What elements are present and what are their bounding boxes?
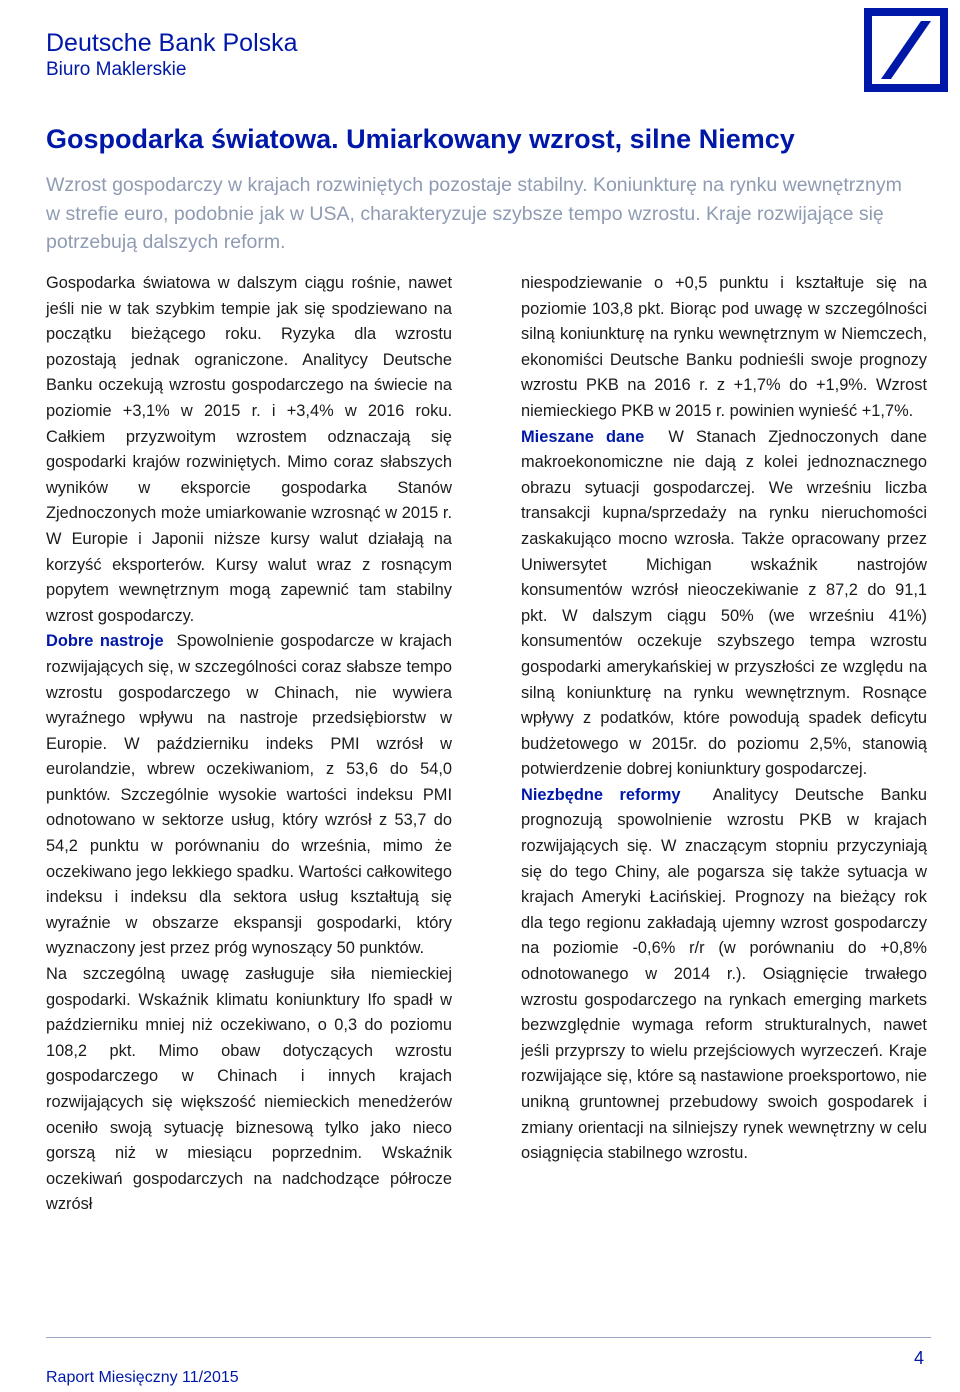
left-paragraph-3: Na szczególną uwagę zasługuje siła niemieckiej gospodarki. Wskaźnik klimatu koniunktury Ifo spadł w październiku mniej niż oczekiwano, o 0,3 do poziomu 108,2 pkt. Mimo obaw dotyczących wzrostu gospodarczego w Chinach i innych krajach rozwijających się większość niemieckich menedżerów oceniło swoją sytuację biznesową tylko jako nieco gorszą niż w miesiącu poprzednim. Wskaźnik oczekiwań gospodarczych na nadchodzące półrocze wzrósł <box>46 965 452 1214</box>
left-column <box>46 271 452 1218</box>
article-lead: Wzrost gospodarczy w krajach rozwiniętych pozostaje stabilny. Koniunkturę na rynku wewnętrznym w strefie euro, podobnie jak w USA, charakteryzuje szybsze tempo wzrostu. Kraje rozwijające się potrzebują dalszych reform. <box>46 174 902 253</box>
subheading-niezbedne-reformy: Niezbędne reformy <box>521 785 681 804</box>
right-paragraph-3-text: Analitycy Deutsche Banku prognozują spowolnienie wzrostu PKB w krajach rozwijających się. W znaczącym stopniu przyczyniają się do tego Chiny, ale pogarsza się także sytuacja w krajach Ameryki Łacińskiej. Prognozy na bieżący rok dla tego regionu zakładają ujemny wzrost gospodarczy na poziomie -0,6% r/r (w porównaniu do +0,8% odnotowanego w 2014 r.). Osiągnięcie trwałego wzrostu gospodarczego na rynkach emerging markets bezwzględnie wymaga reform strukturalnych, nawet jeśli przyprszy to wielu przejściowych wyrzeczeń. Kraje rozwijające się, które są nastawione proeksportowo, nie unikną gruntownej przebudowy swoich gospodarek i zmiany orientacji na silniejszy rynek wewnętrzny w celu osiągnięcia stabilnego wzrostu. <box>521 785 928 1163</box>
subheading-mieszane-dane: Mieszane dane <box>521 427 645 446</box>
report-name: Raport Miesięczny 11/2015 <box>46 1369 239 1386</box>
brand-line-2: Biuro Maklerskie <box>46 59 187 80</box>
logo-slash-icon <box>872 16 940 84</box>
brand-line-1: Deutsche Bank Polska <box>46 29 298 57</box>
right-paragraph-1: niespodziewanie o +0,5 punktu i kształtuje się na poziomie 103,8 pkt. Biorąc pod uwagę w szczególności silną koniunkturę na rynku wewnętrznym w Niemczech, ekonomiści Deutsche Banku podnieśli swoje prognozy wzrostu PKB na 2016 r. z +1,7% do +1,9%. Wzrost niemieckiego PKB w 2015 r. powinien wynieść +1,7%. <box>521 274 927 420</box>
right-paragraph-2 <box>521 425 927 783</box>
left-paragraph-2 <box>46 629 452 962</box>
left-paragraph-2-text: Spowolnienie gospodarcze w krajach rozwijających się, w szczególności coraz słabsze tempo wzrostu gospodarczego w Chinach, nie wywiera wyraźnego wpływu na nastroje przedsiębiorstw w Europie. W październiku indeks PMI wzrósł w eurolandzie, wbrew oczekiwaniom, z 53,6 do 54,0 punktów. Szczególnie wysokie wartości indeksu PMI odnotowano w sektorze usług, który wzrósł z 53,7 do 54,2 punktu w porównaniu do września, mimo że oczekiwano jego lekkiego spadku. Wartości całkowitego indeksu i indeksu dla sektora usług kształtują się wyraźnie w obszarze ekspansji gospodarki, który wyznaczony jest przez próg wynoszący 50 punktów. <box>46 632 452 958</box>
footer-divider <box>46 1337 931 1338</box>
right-paragraph-3 <box>521 783 927 1167</box>
subheading-dobre-nastroje: Dobre nastroje <box>46 632 164 651</box>
right-column <box>521 271 927 1167</box>
left-paragraph-1: Gospodarka światowa w dalszym ciągu rośnie, nawet jeśli nie w tak szybkim tempie jak się spodziewano na początku bieżącego roku. Ryzyka dla wzrostu pozostają jednak ograniczone. Analitycy Deutsche Banku oczekują wzrostu gospodarczego na świecie na poziomie +3,1% w 2015 r. i +3,4% w 2016 roku. Całkiem przyzwoitym wzrostem odznaczają się gospodarki krajów rozwiniętych. Mimo coraz słabszych wyników w eksporcie gospodarka Stanów Zjednoczonych może umiarkowanie wzrosnąć w 2015 r. W Europie i Japonii niższe kursy walut działają na korzyść eksporterów. Kursy walut wraz z rosnącym popytem wewnętrznym mogą zapewnić tam stabilny wzrost gospodarczy. <box>46 274 452 625</box>
article-title: Gospodarka światowa. Umiarkowany wzrost, silne Niemcy <box>46 124 795 154</box>
brand-name <box>46 28 298 82</box>
right-paragraph-2-text: W Stanach Zjednoczonych dane makroekonomiczne nie dają z kolei jednoznacznego obrazu sytuacji gospodarczej. We wrześniu liczba transakcji kupna/sprzedaży na rynku nieruchomości zaskakująco mocno wzrosła. Także opracowany przez Uniwersytet Michigan wskaźnik nastrojów konsumentów wzrósł nieoczekiwanie z 87,2 do 91,1 pkt. W dalszym ciągu 50% (we wrześniu 41%) konsumentów oczekuje szybszego tempa wzrostu gospodarki amerykańskiej w przyszłości ze względu na silną koniunkturę na rynku wewnętrznym. Rosnące wpływy z podatków, które powodują spadek deficytu budżetowego w 2015r. do poziomu 2,5%, stanowią potwierdzenie dobrej koniunktury gospodarczej. <box>521 427 928 779</box>
page-number: 4 <box>914 1348 925 1368</box>
deutsche-bank-logo-icon <box>864 8 948 92</box>
